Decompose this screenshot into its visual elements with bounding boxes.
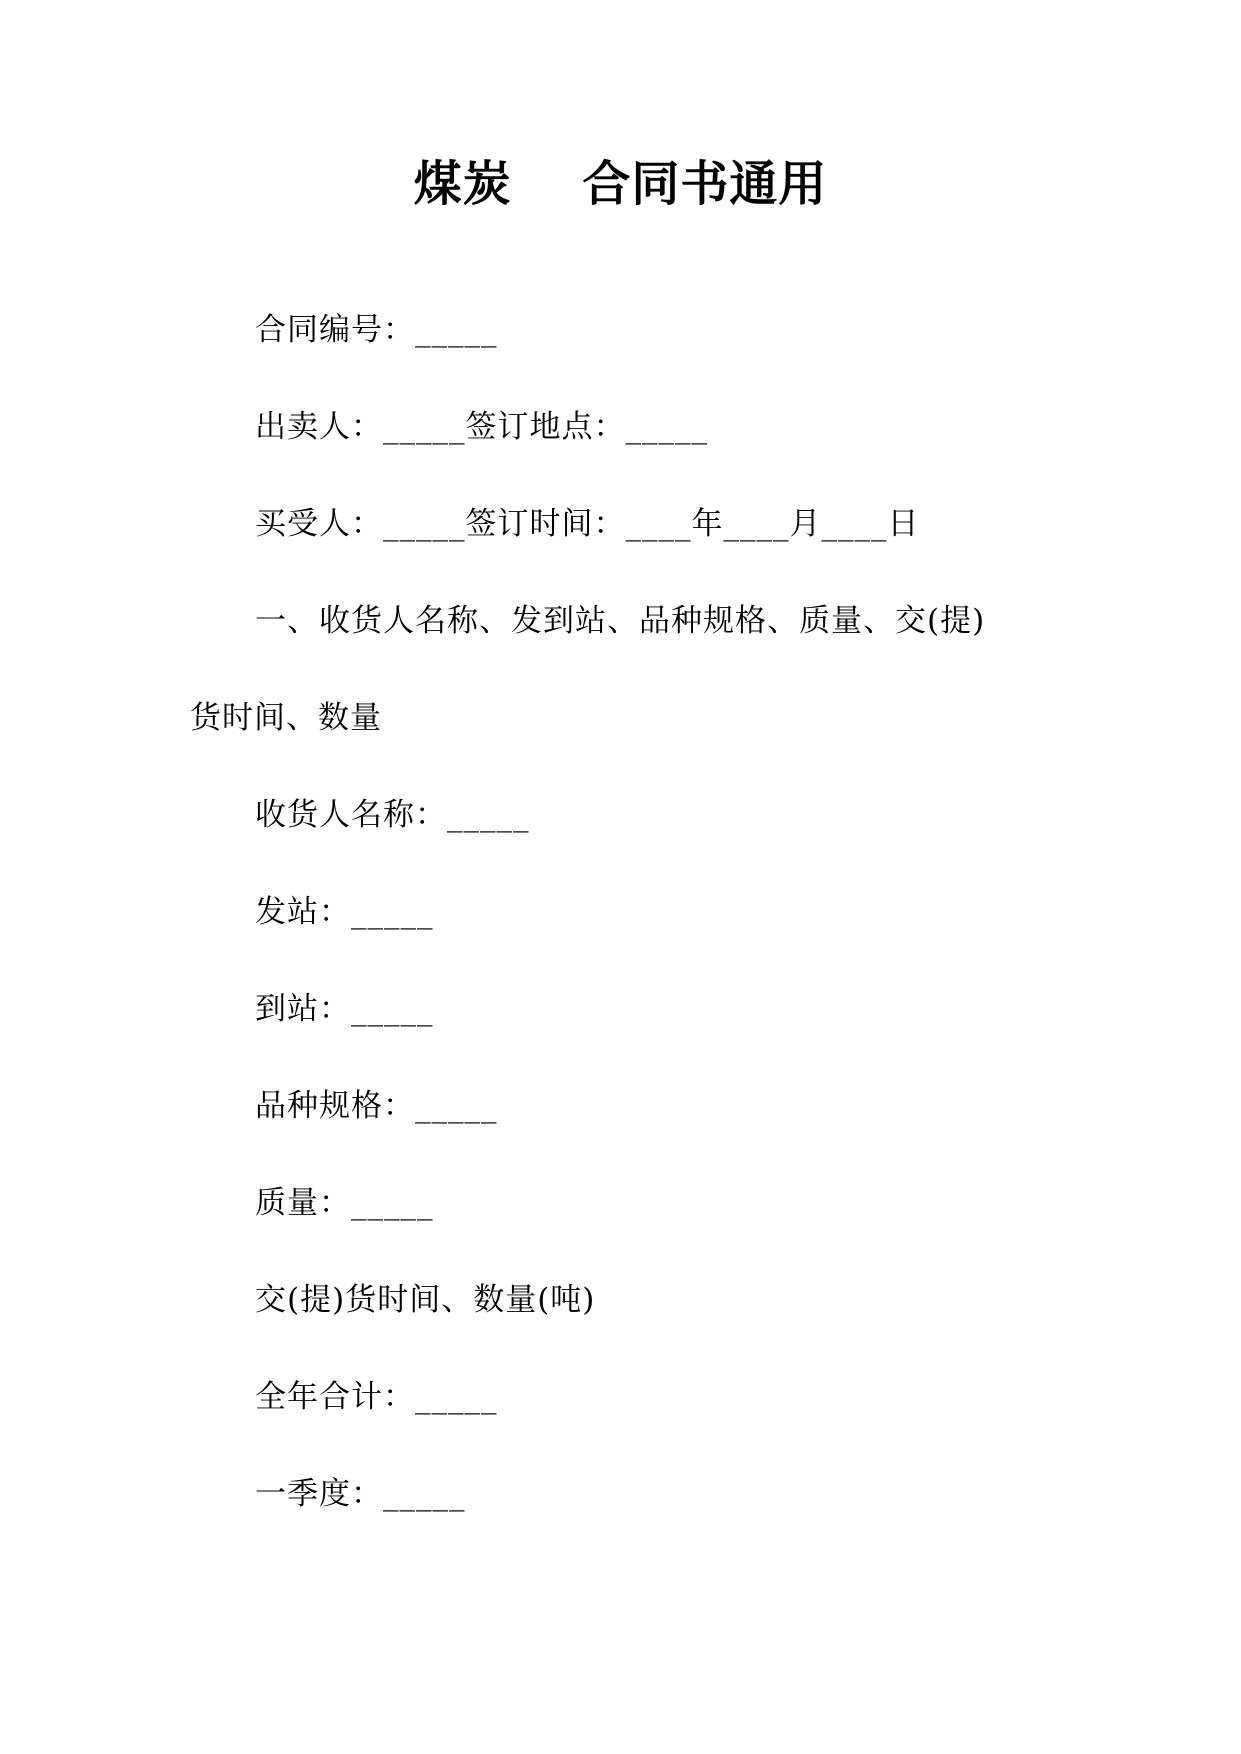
document-title: 煤炭 合同书通用 — [413, 156, 828, 212]
departure-station-line: 发站：_____ — [255, 894, 434, 930]
contract-number-line: 合同编号：_____ — [255, 312, 498, 348]
annual-total-line: 全年合计：_____ — [255, 1379, 498, 1415]
section-one-heading: 一、收货人名称、发到站、品种规格、质量、交(提) — [255, 603, 986, 639]
delivery-time-quantity-line: 交(提)货时间、数量(吨) — [255, 1282, 596, 1318]
quality-line: 质量：_____ — [255, 1185, 434, 1221]
section-one-heading-continued: 货时间、数量 — [190, 700, 382, 736]
buyer-signing-date-line: 买受人：_____签订时间：____年____月____日 — [255, 506, 920, 542]
first-quarter-line: 一季度：_____ — [255, 1476, 466, 1512]
consignee-name-line: 收货人名称：_____ — [255, 797, 530, 833]
seller-signing-place-line: 出卖人：_____签订地点：_____ — [255, 409, 708, 445]
arrival-station-line: 到站：_____ — [255, 991, 434, 1027]
variety-spec-line: 品种规格：_____ — [255, 1088, 498, 1124]
